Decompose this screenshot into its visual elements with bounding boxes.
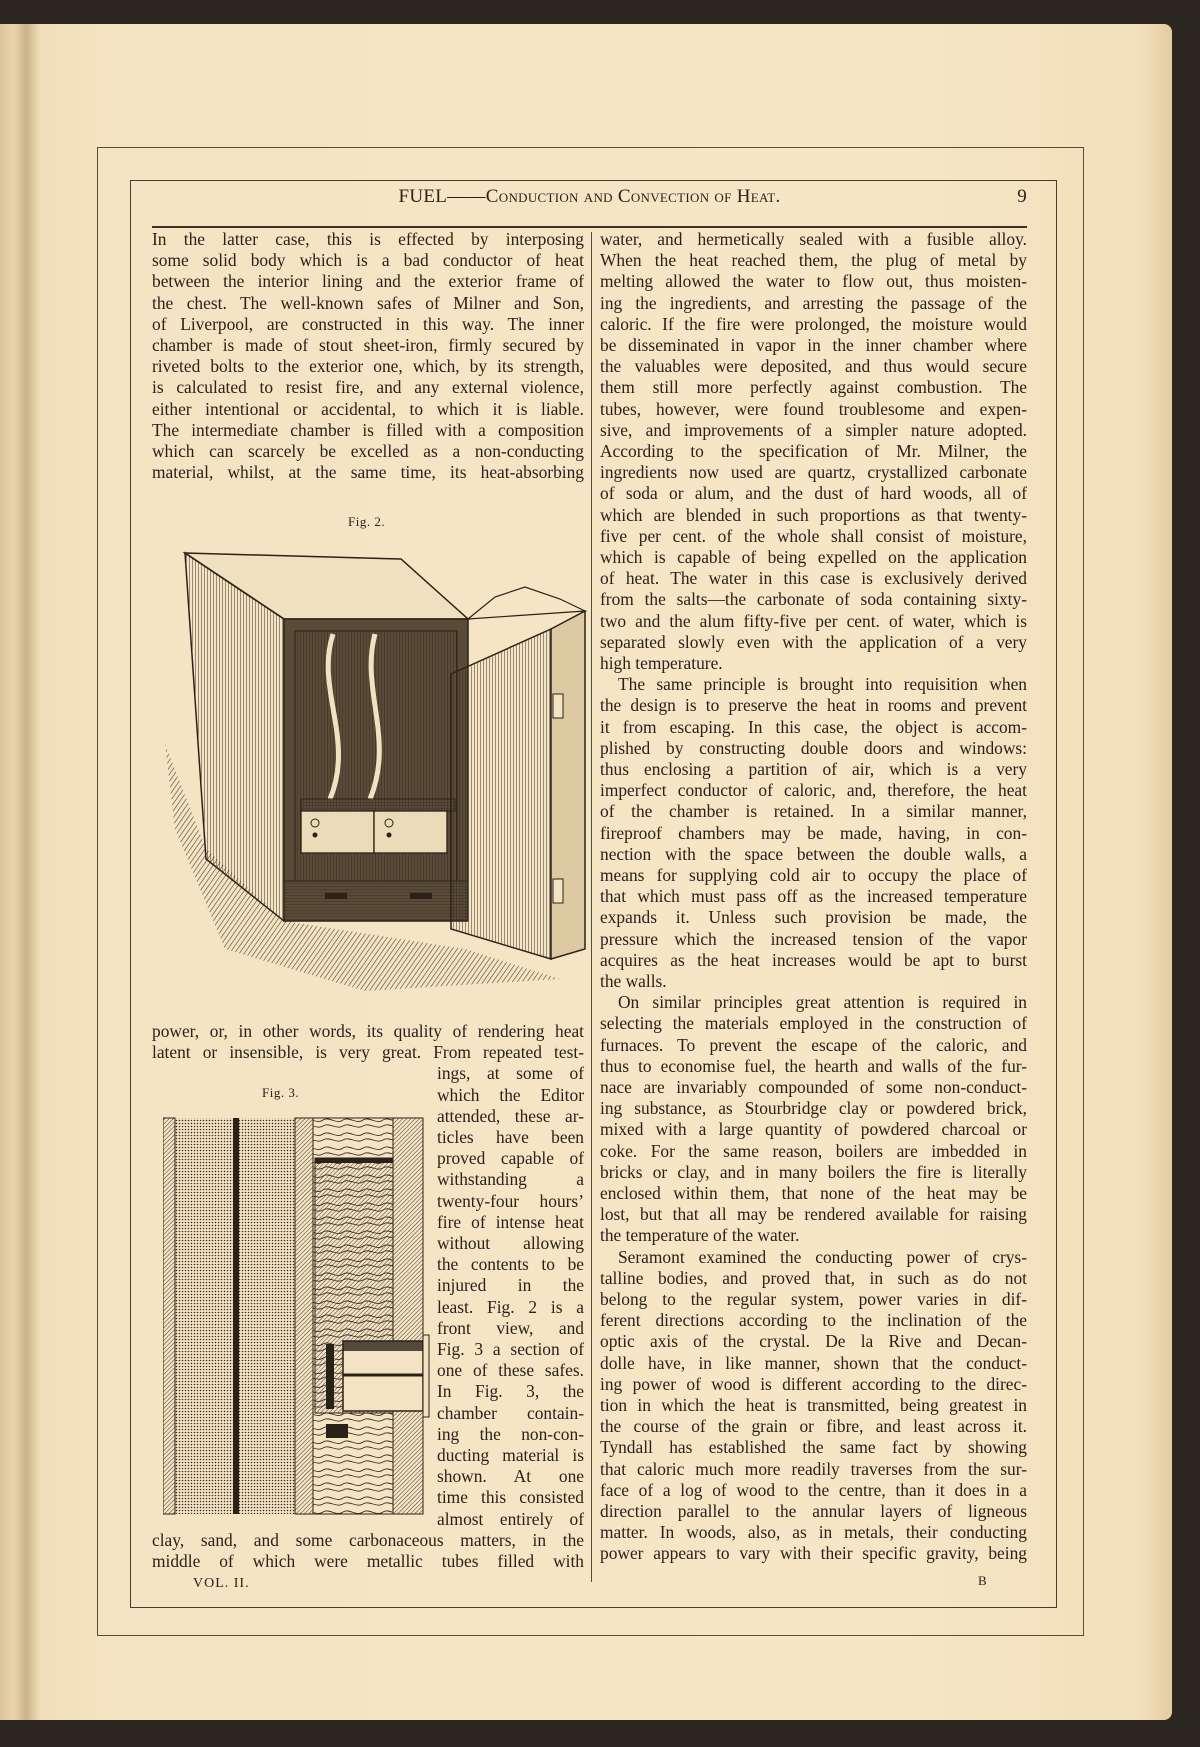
text-line: The same principle is brought into requisition when (618, 674, 1027, 695)
text-line: direction parallel to the annular layers of ligneous (600, 1501, 1027, 1521)
text-line: it from escaping. In this case, the object is accom- (600, 716, 1027, 737)
text-line: coke. For the same reason, boilers are imbedded in (600, 1140, 1027, 1161)
text-line: melting allowed the water to flow out, thus moisten- (600, 271, 1027, 292)
text-line: tion in which the heat is transmitted, being greatest in (600, 1395, 1027, 1415)
text-line: fireproof chambers may be made, having, in con- (600, 822, 1027, 843)
text-line: Seramont examined the conducting power of crys- (618, 1246, 1027, 1267)
text-line: ferent directions according to the inclination of the (600, 1310, 1027, 1331)
text-line: twenty-four hours’ (437, 1190, 584, 1211)
text-line: caloric. If the fire were prolonged, the moisture would (600, 313, 1027, 334)
text-line: ing substance, as Stourbridge clay or powdered brick, (600, 1098, 1027, 1119)
text-line: riveted bolts to the exterior one, which, by its strength, (152, 356, 584, 377)
text-line: In Fig. 3, the (437, 1381, 584, 1402)
fig2-caption: Fig. 2. (348, 514, 386, 529)
text-line: selecting the materials employed in the construction of (600, 1013, 1027, 1034)
text-line: chamber contain- (437, 1402, 584, 1423)
text-line: face of a log of wood to the centre, than it does in a (600, 1479, 1027, 1500)
text-line: dolle have, in like manner, shown that the conduct- (600, 1352, 1027, 1373)
text-line: ings, at some of (437, 1063, 584, 1084)
text-line: In the latter case, this is effected by interposing (152, 229, 584, 249)
text-line: the chest. The well-known safes of Milner and Son, (152, 292, 584, 313)
text-line: ing the non-con- (437, 1423, 584, 1444)
text-line: some solid body which is a bad conductor of heat (152, 250, 584, 271)
text-line: mixed with a large quantity of powdered charcoal or (600, 1119, 1027, 1140)
text-line: almost entirely of (437, 1508, 584, 1529)
text-line: the contents to be (437, 1254, 584, 1275)
text-line: plished by constructing double doors and windows: (600, 737, 1027, 758)
text-line: pressure which the increased tension of the vapor (600, 928, 1027, 949)
text-line: is calculated to resist fire, and any external violence, (152, 377, 584, 398)
text-line: the design is to preserve the heat in rooms and prevent (600, 695, 1027, 716)
text-line: On similar principles great attention is required in (618, 992, 1027, 1013)
text-line: which is capable of being expelled on the application (600, 547, 1027, 567)
text-line: without allowing (437, 1233, 584, 1253)
text-line: either intentional or accidental, to which it is liable. (152, 398, 584, 419)
text-line: enclosed within them, that none of the heat may be (600, 1183, 1027, 1203)
page-number: 9 (1017, 186, 1027, 207)
book-page (0, 24, 1172, 1720)
text-line: belong to the regular system, power varies in dif- (600, 1289, 1027, 1309)
text-line: Fig. 3 a section of (437, 1339, 584, 1359)
text-line: talline bodies, and proved that, in such as do not (600, 1267, 1027, 1288)
fig2-safe-illustration (165, 529, 590, 999)
text-line: proved capable of (437, 1148, 584, 1169)
signature-mark: B (978, 1573, 987, 1588)
text-line: optic axis of the crystal. De la Rive and Decan- (600, 1331, 1027, 1352)
text-line: one of these safes. (437, 1360, 584, 1381)
text-line: which can scarcely be excelled as a non-conducting (152, 441, 584, 461)
text-line: water, and hermetically sealed with a fusible alloy. (600, 229, 1027, 249)
text-line: When the heat reached them, the plug of metal by (600, 250, 1027, 271)
text-line: latent or insensible, is very great. From repeated test- (152, 1042, 584, 1063)
text-line: separated slowly even with the application of a very (600, 631, 1027, 652)
text-line: injured in the (437, 1275, 584, 1296)
text-line: Tyndall has established the same fact by showing (600, 1437, 1027, 1458)
fig3-caption: Fig. 3. (262, 1085, 300, 1100)
text-line: them still more perfectly against combustion. The (600, 377, 1027, 398)
text-line: power, or, in other words, its quality of rendering heat (152, 1021, 584, 1041)
text-line: from the salts—the carbonate of soda containing sixty- (600, 589, 1027, 610)
text-line: nace are invariably compounded of some non-conduct- (600, 1077, 1027, 1097)
running-header (152, 186, 1027, 212)
text-line: of Liverpool, are constructed in this way. The inner (152, 313, 584, 334)
text-line: least. Fig. 2 is a (437, 1296, 584, 1317)
running-title: FUEL——Conduction and Convection of Heat. (398, 186, 781, 207)
text-line: imperfect conductor of caloric, and, therefore, the heat (600, 780, 1027, 801)
text-line: that which must pass off as the increased temperature (600, 886, 1027, 907)
text-line: five per cent. of the whole shall consist of moisture, (600, 525, 1027, 546)
text-line: fire of intense heat (437, 1211, 584, 1232)
text-line: the valuables were deposited, and thus would secure (600, 356, 1027, 377)
text-line: high temperature. (600, 653, 723, 673)
text-line: The intermediate chamber is filled with a composition (152, 419, 584, 440)
text-line: ticles have been (437, 1127, 584, 1147)
text-line: nection with the space between the double walls, a (600, 843, 1027, 864)
text-line: power appears to vary with their specific gravity, being (600, 1543, 1027, 1564)
text-line: middle of which were metallic tubes filled with (152, 1551, 584, 1571)
text-line: means for supplying cold air to occupy the place of (600, 865, 1027, 885)
text-line: that caloric much more readily traverses from the sur- (600, 1458, 1027, 1479)
text-line: ingredients now used are quartz, crystallized carbonate (600, 462, 1027, 483)
text-line: the temperature of the water. (600, 1225, 800, 1246)
text-line: be disseminated in vapor in the inner chamber where (600, 335, 1027, 355)
text-line: clay, sand, and some carbonaceous matters, in the (152, 1529, 584, 1550)
text-line: tubes, however, were found troublesome and expen- (600, 398, 1027, 419)
text-line: of the chamber is retained. In a similar manner, (600, 801, 1027, 822)
text-line: lost, but that all may be rendered available for raising (600, 1204, 1027, 1225)
text-line: front view, and (437, 1317, 584, 1338)
text-line: ing the ingredients, and arresting the passage of the (600, 292, 1027, 313)
text-line: of soda or alum, and the dust of hard woods, all of (600, 483, 1027, 504)
column-divider (591, 232, 592, 1582)
text-line: thus enclosing a partition of air, which is a very (600, 759, 1027, 779)
fig3-section-illustration (163, 1116, 431, 1518)
text-line: ducting material is (437, 1445, 584, 1465)
text-line: shown. At one (437, 1466, 584, 1487)
text-line: thus to economise fuel, the hearth and walls of the fur- (600, 1055, 1027, 1076)
text-line: time this consisted (437, 1487, 584, 1508)
text-line: ing power of wood is different according to the direc- (600, 1373, 1027, 1394)
text-line: the walls. (600, 971, 667, 991)
text-line: the course of the grain or fibre, and least across it. (600, 1416, 1027, 1437)
text-line: which the Editor (437, 1084, 584, 1105)
text-line: of heat. The water in this case is exclusively derived (600, 568, 1027, 589)
text-line: attended, these ar- (437, 1105, 584, 1126)
text-line: chamber is made of stout sheet-iron, firmly secured by (152, 335, 584, 355)
text-line: between the interior lining and the exterior frame of (152, 271, 584, 292)
text-line: acquires as the heat increases would be apt to burst (600, 949, 1027, 970)
volume-label: VOL. II. (193, 1576, 250, 1591)
text-line: matter. In woods, also, as in metals, their conducting (600, 1522, 1027, 1543)
text-line: two and the alum fifty-five per cent. of water, which is (600, 610, 1027, 631)
text-line: bricks or clay, and in many boilers the fire is literally (600, 1161, 1027, 1182)
header-rule (152, 226, 1027, 228)
text-line: material, whilst, at the same time, its heat-absorbing (152, 462, 584, 483)
text-line: expands it. Unless such provision be made, the (600, 907, 1027, 928)
text-line: According to the specification of Mr. Milner, the (600, 441, 1027, 461)
text-line: sive, and improvements of a simpler nature adopted. (600, 419, 1027, 440)
text-line: which are blended in such proportions as that twenty- (600, 504, 1027, 525)
text-line: withstanding a (437, 1169, 584, 1190)
text-line: furnaces. To prevent the escape of the caloric, and (600, 1034, 1027, 1055)
